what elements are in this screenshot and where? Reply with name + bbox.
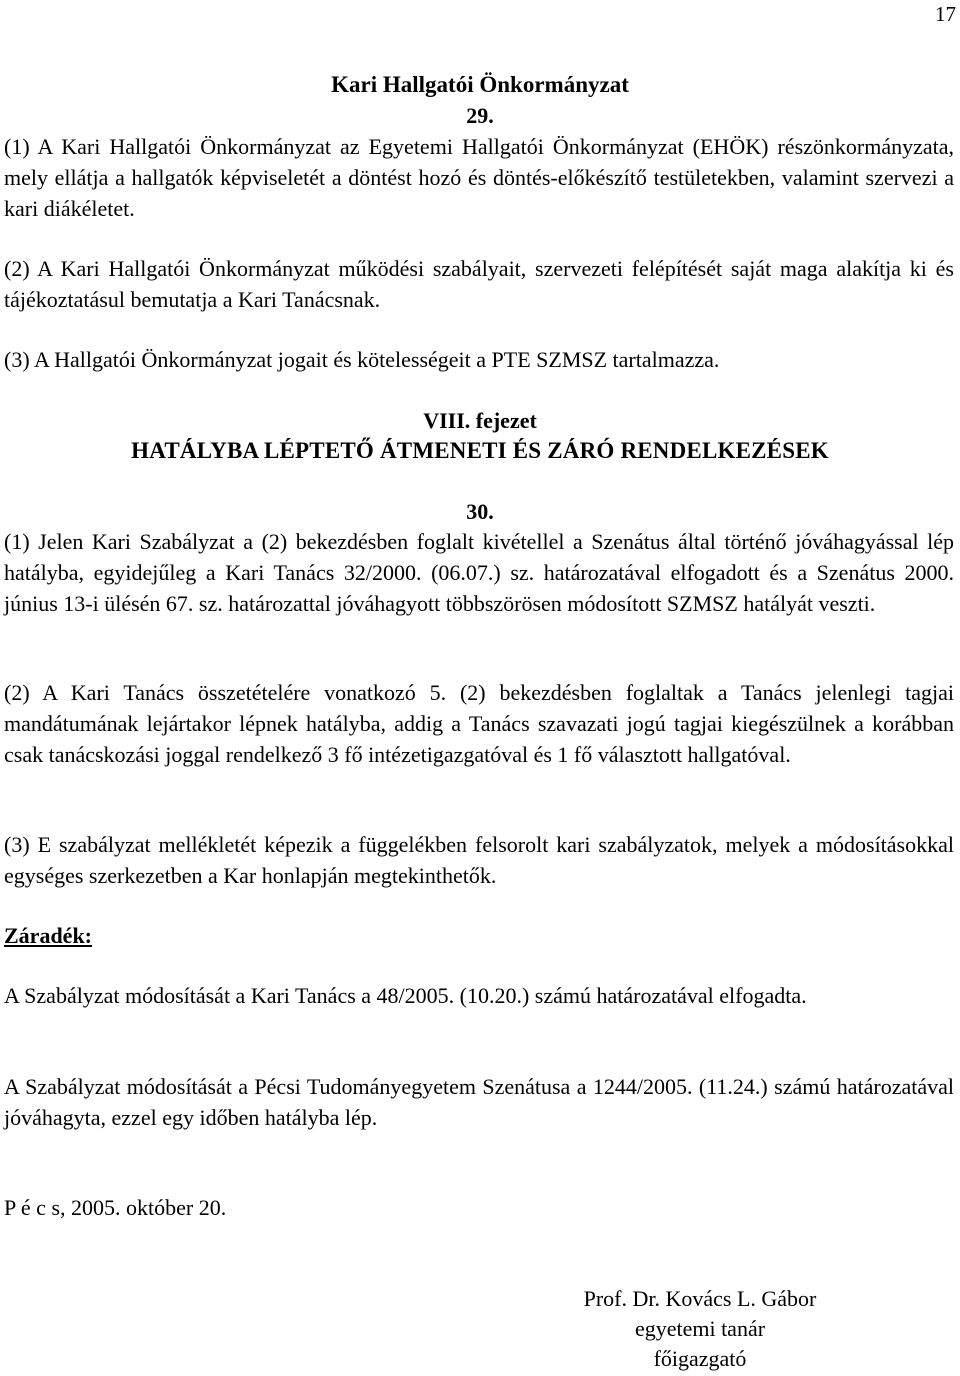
zaradek-paragraph-1: A Szabályzat módosítását a Kari Tanács a 48/2005. (10.20.) számú határozatával elfogadta. (4, 983, 807, 1008)
paragraph-29-1: (1) A Kari Hallgatói Önkormányzat az Egyetemi Hallgatói Önkormányzat (EHÖK) részönkormányzata, mely ellátja a hallgatók képviseletét a döntést hozó és döntés-előkészítő testületekben, valamint szervezi a kari diákéletet. (4, 134, 954, 221)
paragraph-30-1: (1) Jelen Kari Szabályzat a (2) bekezdésben foglalt kivétellel a Szenátus által történő jóváhagyással lép hatályba, egyidejűleg a Kari Tanács 32/2000. (06.07.) sz. határozatával elfogadott és a Szenátus 2000. június 13-i ülésén 67. sz. határozattal jóváhagyott többszörösen módosított SZMSZ hatályát veszti. (4, 529, 954, 616)
zaradek-heading: Záradék: (4, 923, 92, 948)
page-number: 17 (935, 2, 956, 26)
signature-name: Prof. Dr. Kovács L. Gábor (583, 1286, 817, 1311)
section-title: Kari Hallgatói Önkormányzat (331, 72, 629, 97)
chapter-number: VIII. fejezet (423, 408, 537, 433)
signature-title: főigazgató (653, 1346, 747, 1371)
paragraph-30-2: (2) A Kari Tanács összetételére vonatkozó 5. (2) bekezdésben foglaltak a Tanács jelenlegi tagjai mandátumának lejártakor lépnek hatályba, addig a Tanács szavazati jogú tagjai kiegészülnek a korábban csak tanácskozási joggal rendelkező 3 fő intézetigazgatóval és 1 fő választott hallgatóval. (4, 680, 954, 767)
paragraph-number-29: 29. (466, 103, 494, 128)
paragraph-30-3: (3) E szabályzat mellékletét képezik a függelékben felsorolt kari szabályzatok, melyek a módosításokkal egységes szerkezetben a Kar honlapján megtekinthetők. (4, 832, 954, 888)
paragraph-29-2: (2) A Kari Hallgatói Önkormányzat működési szabályait, szervezeti felépítését saját maga alakítja ki és tájékoztatásul bemutatja a Kari Tanácsnak. (4, 256, 954, 312)
signature-role: egyetemi tanár (634, 1316, 766, 1341)
paragraph-number-30: 30. (466, 499, 494, 524)
zaradek-paragraph-2: A Szabályzat módosítását a Pécsi Tudományegyetem Szenátusa a 1244/2005. (11.24.) számú határozatával jóváhagyta, ezzel egy időben hatályba lép. (4, 1074, 954, 1130)
chapter-title: HATÁLYBA LÉPTETŐ ÁTMENETI ÉS ZÁRÓ RENDELKEZÉSEK (131, 438, 829, 463)
place-date: P é c s, 2005. október 20. (4, 1195, 227, 1220)
paragraph-29-3: (3) A Hallgatói Önkormányzat jogait és kötelességeit a PTE SZMSZ tartalmazza. (4, 347, 720, 372)
